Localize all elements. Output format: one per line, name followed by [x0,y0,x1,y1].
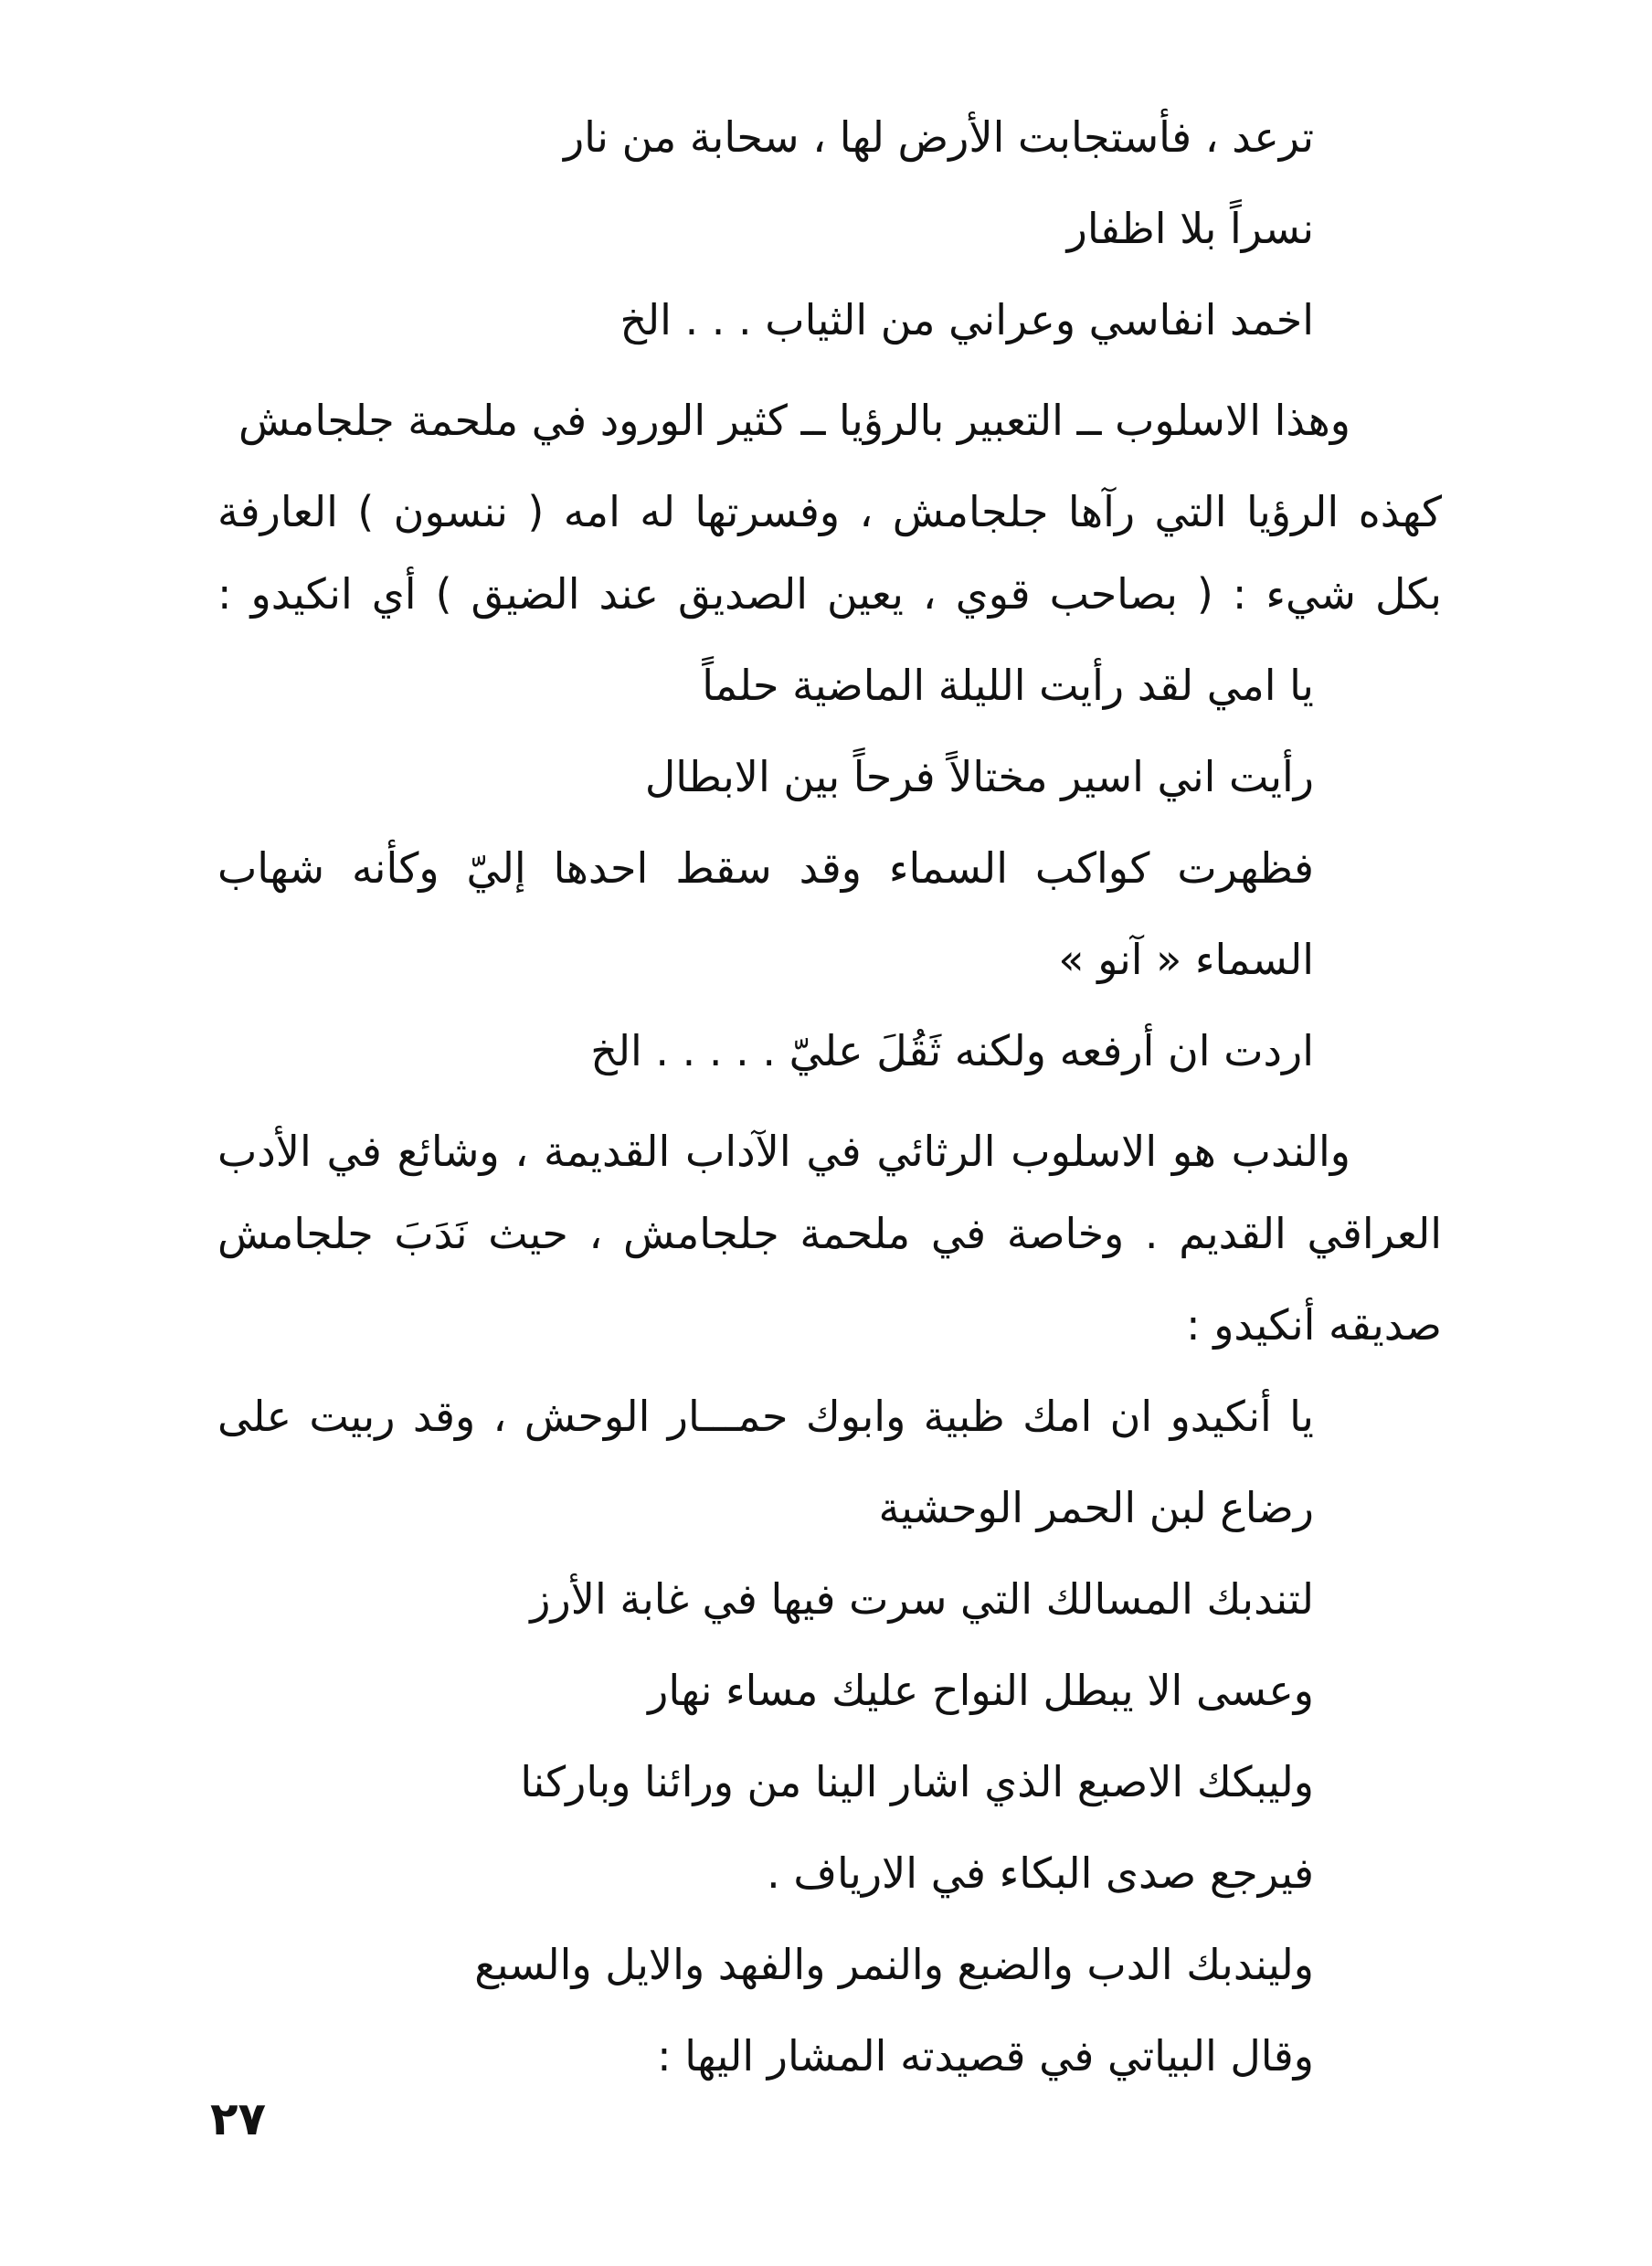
text-line: يا امي لقد رأيت الليلة الماضية حلماً [702,661,1314,710]
text-line: نسراً بلا اظفار [1066,204,1314,253]
text-line: العراقي القديم . وخاصة في ملحمة جلجامش ، حيث نَدَبَ جلجامش [217,1209,1442,1258]
text-line: السماء « آنو » [1058,935,1314,984]
text-line: وليبكك الاصبع الذي اشار الينا من ورائنا وباركنا [520,1757,1314,1806]
text-line: رأيت اني اسير مختالاً فرحاً بين الابطال [644,752,1314,801]
text-line: لتندبك المسالك التي سرت فيها في غابة الأرز [530,1574,1314,1624]
text-line: اردت ان أرفعه ولكنه ثَقُلَ عليّ . . . . . الخ [590,1026,1314,1075]
text-line: كهذه الرؤيا التي رآها جلجامش ، وفسرتها له امه ( ننسون ) العارفة [217,487,1442,536]
text-line: وهذا الاسلوب ــ التعبير بالرؤيا ــ كثير الورود في ملحمة جلجامش [238,396,1350,445]
text-line: والندب هو الاسلوب الرثائي في الآداب القديمة ، وشائع في الأدب [217,1127,1350,1176]
text-line: بكل شيء : ( بصاحب قوي ، يعين الصديق عند الضيق ) أي انكيدو : [217,569,1442,619]
text-line: اخمد انفاسي وعراني من الثياب . . . الخ [620,295,1314,344]
text-line: وليندبك الدب والضبع والنمر والفهد والايل والسبع [474,1940,1314,1989]
page-number: ٢٧ [210,2092,267,2145]
text-line: ترعد ، فأستجابت الأرض لها ، سحابة من نار [563,112,1314,162]
text-line: فظهرت كواكب السماء وقد سقط احدها إليّ وكأنه شهاب [217,843,1314,893]
text-line: يا أنكيدو ان امك ظبية وابوك حمـــار الوحش ، وقد ربيت على [217,1392,1314,1441]
text-line: وعسى الا يبطل النواح عليك مساء نهار [648,1666,1314,1715]
text-line: وقال البياتي في قصيدته المشار اليها : [657,2031,1314,2081]
text-line: رضاع لبن الحمر الوحشية [878,1483,1314,1532]
text-line: فيرجع صدى البكاء في الارياف . [767,1848,1314,1898]
text-line: صديقه أنكيدو : [1186,1300,1442,1350]
